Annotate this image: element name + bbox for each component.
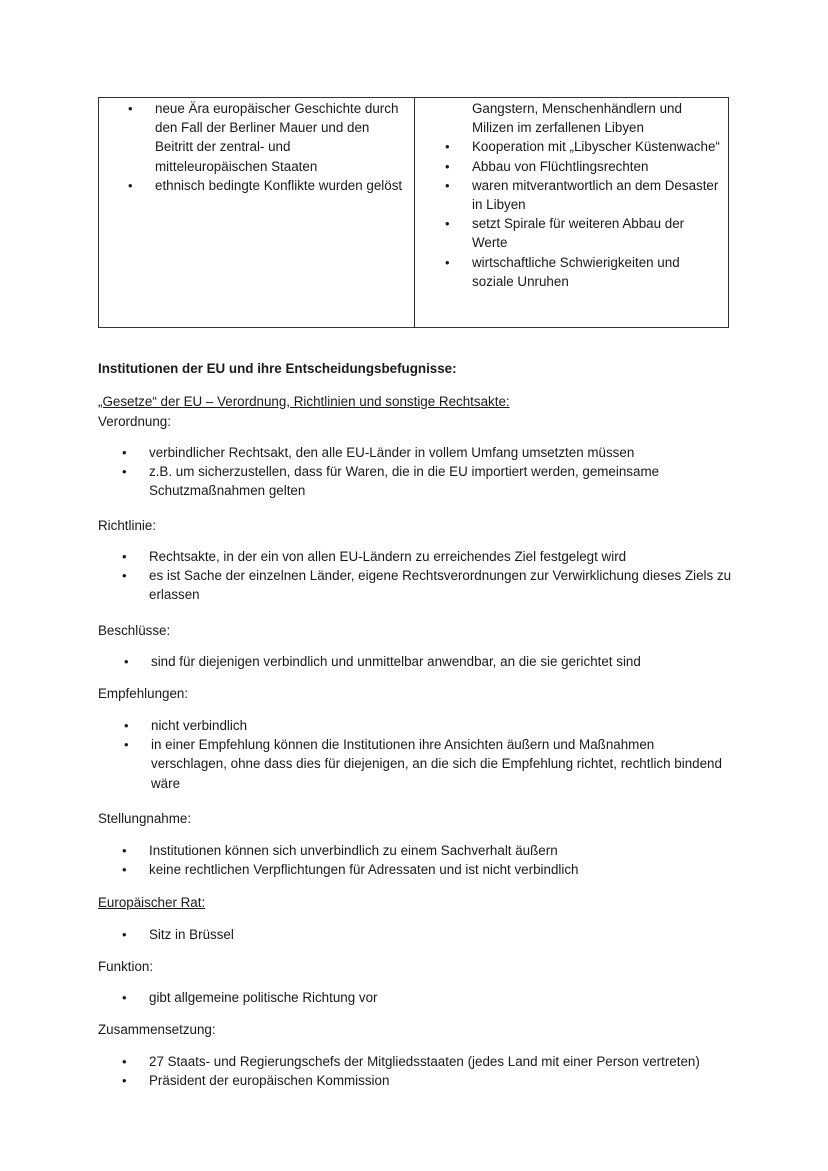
list-item — [122, 547, 739, 566]
bullet-icon: • — [122, 1054, 127, 1069]
list-item-text: ethnisch bedingte Konflikte wurden gelöst — [155, 177, 403, 193]
list-stellungnahme — [122, 841, 739, 879]
subheading: „Gesetze“ der EU – Verordnung, Richtlinien und sonstige Rechtsakte: — [98, 394, 510, 409]
list-item — [445, 157, 722, 176]
bullet-icon: • — [124, 718, 129, 733]
list-item-text: waren mitverantwortlich an dem Desaster in Libyen — [472, 177, 719, 213]
list-item-text: verbindlicher Rechtsakt, den alle EU-Länder in vollem Umfang umsetzten müssen — [149, 445, 635, 460]
list-item — [122, 566, 739, 604]
label-beschluesse: Beschlüsse: — [98, 623, 171, 638]
list-item-text: Kooperation mit „Libyscher Küstenwache“ — [472, 139, 720, 155]
bullet-icon: • — [124, 654, 129, 669]
table-cell-right — [415, 98, 728, 327]
list-item-text: Sitz in Brüssel — [149, 927, 234, 942]
bullet-icon: • — [122, 445, 127, 460]
table-cell-left — [99, 98, 415, 327]
list-europaeischer-rat — [122, 925, 739, 944]
list-item — [124, 716, 731, 735]
list-item — [122, 841, 739, 860]
bullet-icon: • — [122, 549, 127, 564]
label-funktion: Funktion: — [98, 959, 154, 974]
list-item-text: Präsident der europäischen Kommission — [149, 1073, 390, 1089]
list-funktion — [122, 988, 739, 1007]
bullet-icon: • — [445, 216, 450, 232]
list-item-continued — [472, 99, 722, 137]
section-heading: Institutionen der EU und ihre Entscheidungsbefugnisse: — [98, 361, 457, 376]
bullet-icon: • — [124, 737, 129, 753]
label-europaeischer-rat: Europäischer Rat: — [98, 895, 206, 910]
right-bullet-list — [445, 99, 722, 291]
bullet-icon: • — [445, 158, 450, 174]
list-item-text: sind für diejenigen verbindlich und unmittelbar anwendbar, an die sie gerichtet sind — [151, 654, 641, 669]
list-item-text: 27 Staats- und Regierungschefs der Mitgliedsstaaten (jedes Land mit einer Person vertreten) — [149, 1054, 700, 1069]
list-item-text: setzt Spirale für weiteren Abbau der Werte — [472, 216, 685, 251]
bullet-icon: • — [128, 101, 133, 116]
list-verordnung — [122, 443, 739, 501]
left-bullet-list — [128, 99, 405, 195]
label-verordnung: Verordnung: — [98, 414, 171, 429]
list-richtlinie — [122, 547, 739, 605]
list-item — [445, 137, 722, 156]
list-item-text: in einer Empfehlung können die Institutionen ihre Ansichten äußern und Maßnahmen verschlagen, ohne dass dies für diejenigen, an die sich die Empfehlung richtet, rechtlich bindend wäre — [151, 737, 722, 791]
label-richtlinie: Richtlinie: — [98, 518, 157, 533]
list-item — [122, 1071, 739, 1090]
list-item — [124, 735, 731, 793]
bullet-icon: • — [122, 927, 127, 942]
list-item — [445, 253, 722, 291]
bullet-icon: • — [122, 862, 127, 878]
list-item-text: nicht verbindlich — [151, 718, 248, 733]
list-item — [128, 99, 405, 176]
list-item — [445, 176, 722, 214]
list-item-text: es ist Sache der einzelnen Länder, eigene Rechtsverordnungen zur Verwirklichung dieses Ziels zu erlassen — [149, 568, 732, 603]
bullet-icon: • — [445, 139, 450, 155]
bullet-icon: • — [122, 1073, 127, 1089]
list-item — [124, 652, 741, 671]
list-item — [122, 1052, 739, 1071]
list-item — [122, 462, 739, 500]
bullet-icon: • — [122, 990, 127, 1005]
list-item-text: wirtschaftliche Schwierigkeiten und soziale Unruhen — [472, 254, 680, 289]
list-item-text: z.B. um sicherzustellen, dass für Waren, die in die EU importiert werden, gemeinsame Schutzmaßnahmen gelten — [149, 464, 660, 499]
list-item-text: Institutionen können sich unverbindlich zu einem Sachverhalt äußern — [149, 843, 558, 858]
bullet-icon: • — [122, 843, 127, 858]
list-item — [122, 925, 739, 944]
list-item — [122, 443, 739, 462]
list-item — [445, 214, 722, 252]
bullet-icon: • — [445, 254, 450, 270]
label-empfehlungen: Empfehlungen: — [98, 686, 189, 701]
list-item — [122, 988, 739, 1007]
list-item — [128, 176, 405, 195]
list-item-text: Rechtsakte, in der ein von allen EU-Ländern zu erreichendes Ziel festgelegt wird — [149, 549, 627, 564]
bullet-icon: • — [128, 177, 133, 193]
list-item — [122, 860, 739, 879]
label-stellungnahme: Stellungnahme: — [98, 811, 192, 826]
bullet-icon: • — [122, 464, 127, 480]
list-zusammensetzung — [122, 1052, 739, 1090]
list-item-text: neue Ära europäischer Geschichte durch den Fall der Berliner Mauer und den Beitritt der zentral- und mitteleuropäischen Staaten — [155, 101, 399, 174]
bullet-icon: • — [122, 568, 127, 584]
bullet-icon: • — [445, 177, 450, 193]
comparison-table — [98, 97, 729, 328]
list-beschluesse — [124, 652, 741, 671]
list-item-text: Abbau von Flüchtlingsrechten — [472, 158, 649, 174]
list-item-text: gibt allgemeine politische Richtung vor — [149, 990, 378, 1005]
label-zusammensetzung: Zusammensetzung: — [98, 1022, 216, 1037]
list-empfehlungen — [124, 716, 731, 793]
list-item-text: keine rechtlichen Verpflichtungen für Adressaten und ist nicht verbindlich — [149, 862, 579, 878]
list-item-text: Gangstern, Menschenhändlern und Milizen im zerfallenen Libyen — [472, 101, 682, 136]
